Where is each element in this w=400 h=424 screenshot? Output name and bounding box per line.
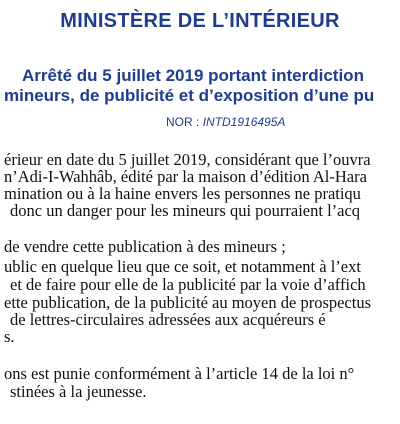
body-line: ette publication, de la publicité au moyen de prospectus xyxy=(4,293,372,312)
nor-code: INTD1916495A xyxy=(202,115,286,129)
body-line: mination ou à la haine envers les personnes ne pratiqu xyxy=(4,184,361,203)
body-line: ons est punie conformément à l’article 14 de la loi n° xyxy=(4,364,355,383)
body-line: stinées à la jeunesse. xyxy=(10,382,147,401)
body-line: érieur en date du 5 juillet 2019, considérant que l’ouvra xyxy=(4,150,371,169)
body-line: de lettres-circulaires adressées aux acquéreurs é xyxy=(10,310,326,329)
decree-title-line-1: Arrêté du 5 juillet 2019 portant interdiction xyxy=(22,66,364,85)
nor-reference xyxy=(166,115,285,129)
nor-label: NOR : xyxy=(166,115,200,129)
body-line: n’Adi-I-Wahhâb, édité par la maison d’édition Al-Hara xyxy=(4,167,367,186)
decree-title-line-2: mineurs, de publicité et d’exposition d’une pu xyxy=(4,86,375,105)
ministry-header: MINISTÈRE DE L’INTÉRIEUR xyxy=(60,10,340,32)
body-line: et de faire pour elle de la publicité par la voie d’affich xyxy=(10,275,366,294)
body-line: s. xyxy=(4,327,15,346)
body-line: de vendre cette publication à des mineurs ; xyxy=(4,237,286,256)
body-line: ublic en quelque lieu que ce soit, et notamment à l’ext xyxy=(4,257,361,276)
body-line: donc un danger pour les mineurs qui pourraient l’acq xyxy=(10,201,361,220)
